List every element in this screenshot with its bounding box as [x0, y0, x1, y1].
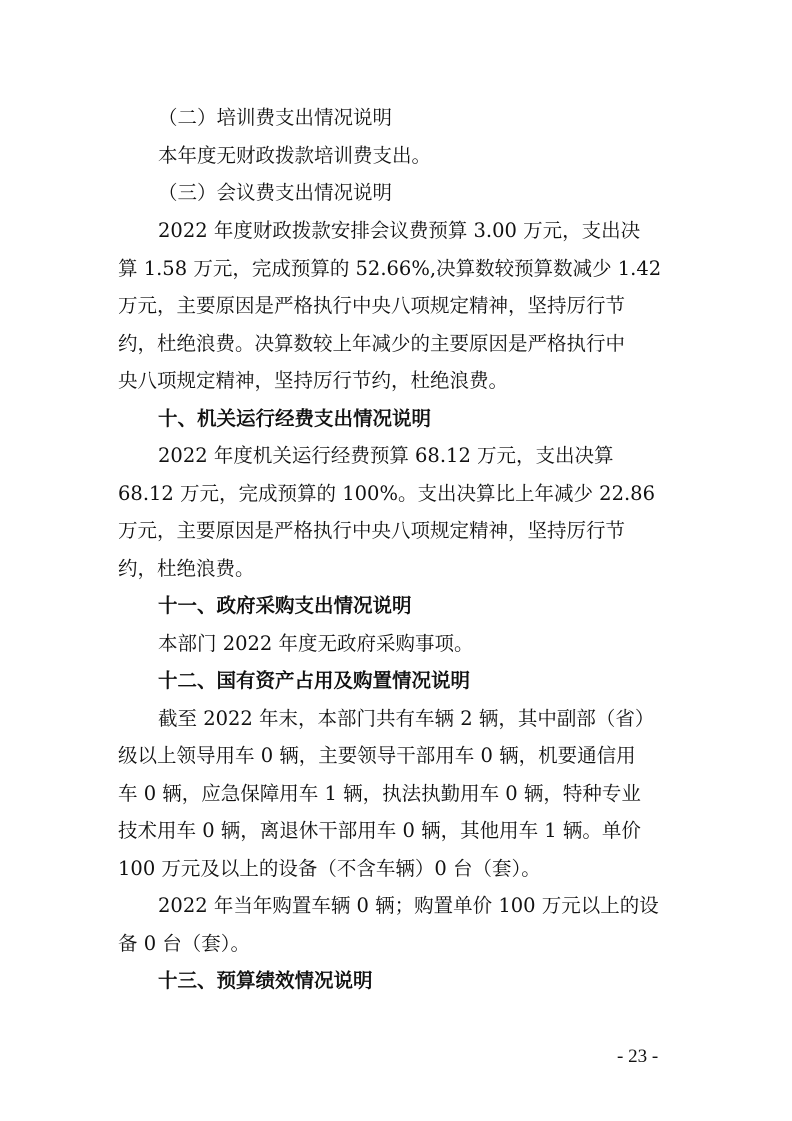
paragraph-line: 100 万元及以上的设备（不含车辆）0 台（套）。: [118, 857, 541, 880]
paragraph-line: 备 0 台（套）。: [118, 932, 251, 955]
paragraph-line: 截至 2022 年末，本部门共有车辆 2 辆，其中副部（省）: [158, 707, 655, 730]
section-11-text: 本部门 2022 年度无政府采购事项。: [158, 632, 474, 655]
section-training-heading: （二）培训费支出情况说明: [158, 106, 393, 129]
paragraph-line: 车 0 辆，应急保障用车 1 辆，执法执勤用车 0 辆，特种专业: [118, 782, 641, 805]
paragraph-line: 算 1.58 万元，完成预算的 52.66%,决算数较预算数减少 1.42: [118, 257, 662, 280]
section-meeting-heading: （三）会议费支出情况说明: [158, 181, 393, 204]
paragraph-line: 约，杜绝浪费。: [118, 557, 255, 580]
paragraph-line: 万元，主要原因是严格执行中央八项规定精神，坚持厉行节: [118, 519, 626, 542]
page-number: - 23 -: [617, 1046, 659, 1067]
section-13-heading: 十三、预算绩效情况说明: [158, 969, 373, 992]
paragraph-line: 2022 年度机关运行经费预算 68.12 万元，支出决算: [158, 444, 614, 467]
section-10-heading: 十、机关运行经费支出情况说明: [158, 407, 432, 430]
paragraph-line: 技术用车 0 辆，离退休干部用车 0 辆，其他用车 1 辆。单价: [118, 819, 641, 842]
paragraph-line: 万元，主要原因是严格执行中央八项规定精神，坚持厉行节: [118, 294, 626, 317]
paragraph-line: 68.12 万元，完成预算的 100%。支出决算比上年减少 22.86: [118, 482, 655, 505]
section-12-heading: 十二、国有资产占用及购置情况说明: [158, 669, 471, 692]
paragraph-line: 2022 年度财政拨款安排会议费预算 3.00 万元，支出决: [158, 219, 641, 242]
paragraph-line: 级以上领导用车 0 辆，主要领导干部用车 0 辆，机要通信用: [118, 744, 636, 767]
paragraph-line: 2022 年当年购置车辆 0 辆；购置单价 100 万元以上的设: [158, 894, 659, 917]
paragraph-line: 央八项规定精神，坚持厉行节约，杜绝浪费。: [118, 369, 509, 392]
section-training-text: 本年度无财政拨款培训费支出。: [158, 144, 432, 167]
paragraph-line: 约，杜绝浪费。决算数较上年减少的主要原因是严格执行中: [118, 332, 626, 355]
section-11-heading: 十一、政府采购支出情况说明: [158, 594, 412, 617]
